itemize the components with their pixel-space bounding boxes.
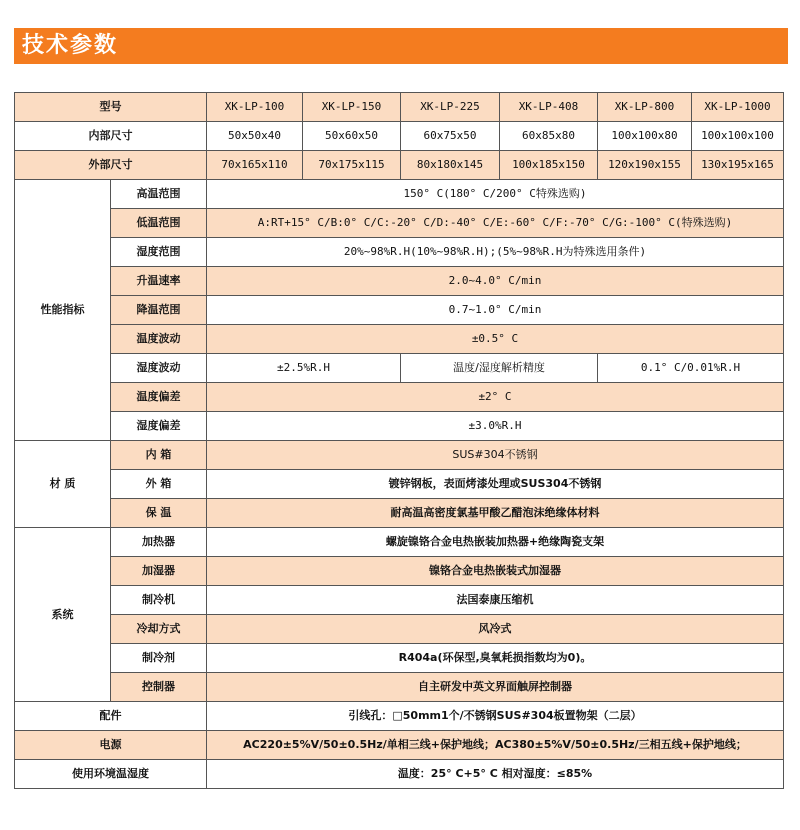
power-row <box>15 731 784 760</box>
high-temp-row <box>15 180 784 209</box>
accessories-row <box>15 702 784 731</box>
humid-fluct-label: 湿度波动 <box>111 354 207 383</box>
inner-size-label: 内部尺寸 <box>15 122 207 151</box>
cooling-row <box>15 615 784 644</box>
outer-size-cell: 70x175x115 <box>303 151 401 180</box>
model-cell: XK-LP-150 <box>303 93 401 122</box>
temp-dev-label: 温度偏差 <box>111 383 207 412</box>
inner-size-cell: 100x100x80 <box>598 122 692 151</box>
humidifier-row <box>15 557 784 586</box>
compressor-value: 法国泰康压缩机 <box>207 586 784 615</box>
temp-fluct-label: 温度波动 <box>111 325 207 354</box>
temp-fluct-row <box>15 325 784 354</box>
inner-box-value: SUS#304不锈钢 <box>207 441 784 470</box>
accessories-label: 配件 <box>15 702 207 731</box>
controller-label: 控制器 <box>111 673 207 702</box>
outer-size-cell: 120x190x155 <box>598 151 692 180</box>
model-cell: XK-LP-408 <box>500 93 598 122</box>
humid-dev-label: 湿度偏差 <box>111 412 207 441</box>
accessories-value: 引线孔：□50mm1个/不锈钢SUS#304板置物架（二层） <box>207 702 784 731</box>
humid-dev-row <box>15 412 784 441</box>
cool-rate-label: 降温范围 <box>111 296 207 325</box>
resolution-label: 温度/湿度解析精度 <box>401 354 598 383</box>
refrigerant-row <box>15 644 784 673</box>
title-bar <box>14 28 788 64</box>
inner-size-row <box>15 122 784 151</box>
cooling-label: 冷却方式 <box>111 615 207 644</box>
outer-box-row <box>15 470 784 499</box>
high-temp-value: 150° C(180° C/200° C特殊选购) <box>207 180 784 209</box>
humidifier-value: 镍铬合金电热嵌装式加湿器 <box>207 557 784 586</box>
humid-fluct-value: ±2.5%R.H <box>207 354 401 383</box>
temp-dev-row <box>15 383 784 412</box>
humidity-range-value: 20%~98%R.H(10%~98%R.H);(5%~98%R.H为特殊选用条件) <box>207 238 784 267</box>
insulation-row <box>15 499 784 528</box>
compressor-label: 制冷机 <box>111 586 207 615</box>
system-section-label: 系统 <box>15 528 111 702</box>
temp-fluct-value: ±0.5° C <box>207 325 784 354</box>
insulation-label: 保 温 <box>111 499 207 528</box>
outer-size-label: 外部尺寸 <box>15 151 207 180</box>
cooling-value: 风冷式 <box>207 615 784 644</box>
cool-rate-row <box>15 296 784 325</box>
material-section-label: 材 质 <box>15 441 111 528</box>
inner-box-row <box>15 441 784 470</box>
temp-dev-value: ±2° C <box>207 383 784 412</box>
outer-size-cell: 130x195x165 <box>692 151 784 180</box>
model-cell: XK-LP-225 <box>401 93 500 122</box>
inner-size-cell: 60x85x80 <box>500 122 598 151</box>
environment-label: 使用环境温湿度 <box>15 760 207 789</box>
model-label: 型号 <box>15 93 207 122</box>
heater-label: 加热器 <box>111 528 207 557</box>
resolution-value: 0.1° C/0.01%R.H <box>598 354 784 383</box>
compressor-row <box>15 586 784 615</box>
inner-size-cell: 50x50x40 <box>207 122 303 151</box>
humid-fluct-row <box>15 354 784 383</box>
cool-rate-value: 0.7~1.0° C/min <box>207 296 784 325</box>
outer-box-value: 镀锌钢板，表面烤漆处理或SUS304不锈钢 <box>207 470 784 499</box>
insulation-value: 耐高温高密度氯基甲酸乙醋泡沫绝缘体材料 <box>207 499 784 528</box>
performance-section-label: 性能指标 <box>15 180 111 441</box>
model-cell: XK-LP-800 <box>598 93 692 122</box>
inner-box-label: 内 箱 <box>111 441 207 470</box>
high-temp-label: 高温范围 <box>111 180 207 209</box>
spec-table <box>14 92 784 789</box>
power-value: AC220±5%V/50±0.5Hz/单相三线+保护地线；AC380±5%V/50±0.5Hz/三相五线+保护地线； <box>207 731 784 760</box>
outer-box-label: 外 箱 <box>111 470 207 499</box>
refrigerant-value: R404a(环保型,臭氧耗损指数均为0)。 <box>207 644 784 673</box>
heater-value: 螺旋镍铬合金电热嵌装加热器+绝缘陶瓷支架 <box>207 528 784 557</box>
model-cell: XK-LP-1000 <box>692 93 784 122</box>
inner-size-cell: 60x75x50 <box>401 122 500 151</box>
low-temp-value: A:RT+15° C/B:0° C/C:-20° C/D:-40° C/E:-60° C/F:-70° C/G:-100° C(特殊选购) <box>207 209 784 238</box>
humidity-range-row <box>15 238 784 267</box>
heat-rate-label: 升温速率 <box>111 267 207 296</box>
outer-size-row <box>15 151 784 180</box>
model-header-row <box>15 93 784 122</box>
heat-rate-row <box>15 267 784 296</box>
low-temp-row <box>15 209 784 238</box>
heater-row <box>15 528 784 557</box>
controller-value: 自主研发中英文界面触屏控制器 <box>207 673 784 702</box>
humidity-range-label: 湿度范围 <box>111 238 207 267</box>
environment-row <box>15 760 784 789</box>
heat-rate-value: 2.0~4.0° C/min <box>207 267 784 296</box>
power-label: 电源 <box>15 731 207 760</box>
environment-value: 温度：25° C+5° C 相对湿度：≤85% <box>207 760 784 789</box>
inner-size-cell: 100x100x100 <box>692 122 784 151</box>
refrigerant-label: 制冷剂 <box>111 644 207 673</box>
outer-size-cell: 70x165x110 <box>207 151 303 180</box>
humidifier-label: 加湿器 <box>111 557 207 586</box>
page-title: 技术参数 <box>22 33 119 58</box>
controller-row <box>15 673 784 702</box>
outer-size-cell: 100x185x150 <box>500 151 598 180</box>
low-temp-label: 低温范围 <box>111 209 207 238</box>
model-cell: XK-LP-100 <box>207 93 303 122</box>
humid-dev-value: ±3.0%R.H <box>207 412 784 441</box>
inner-size-cell: 50x60x50 <box>303 122 401 151</box>
outer-size-cell: 80x180x145 <box>401 151 500 180</box>
